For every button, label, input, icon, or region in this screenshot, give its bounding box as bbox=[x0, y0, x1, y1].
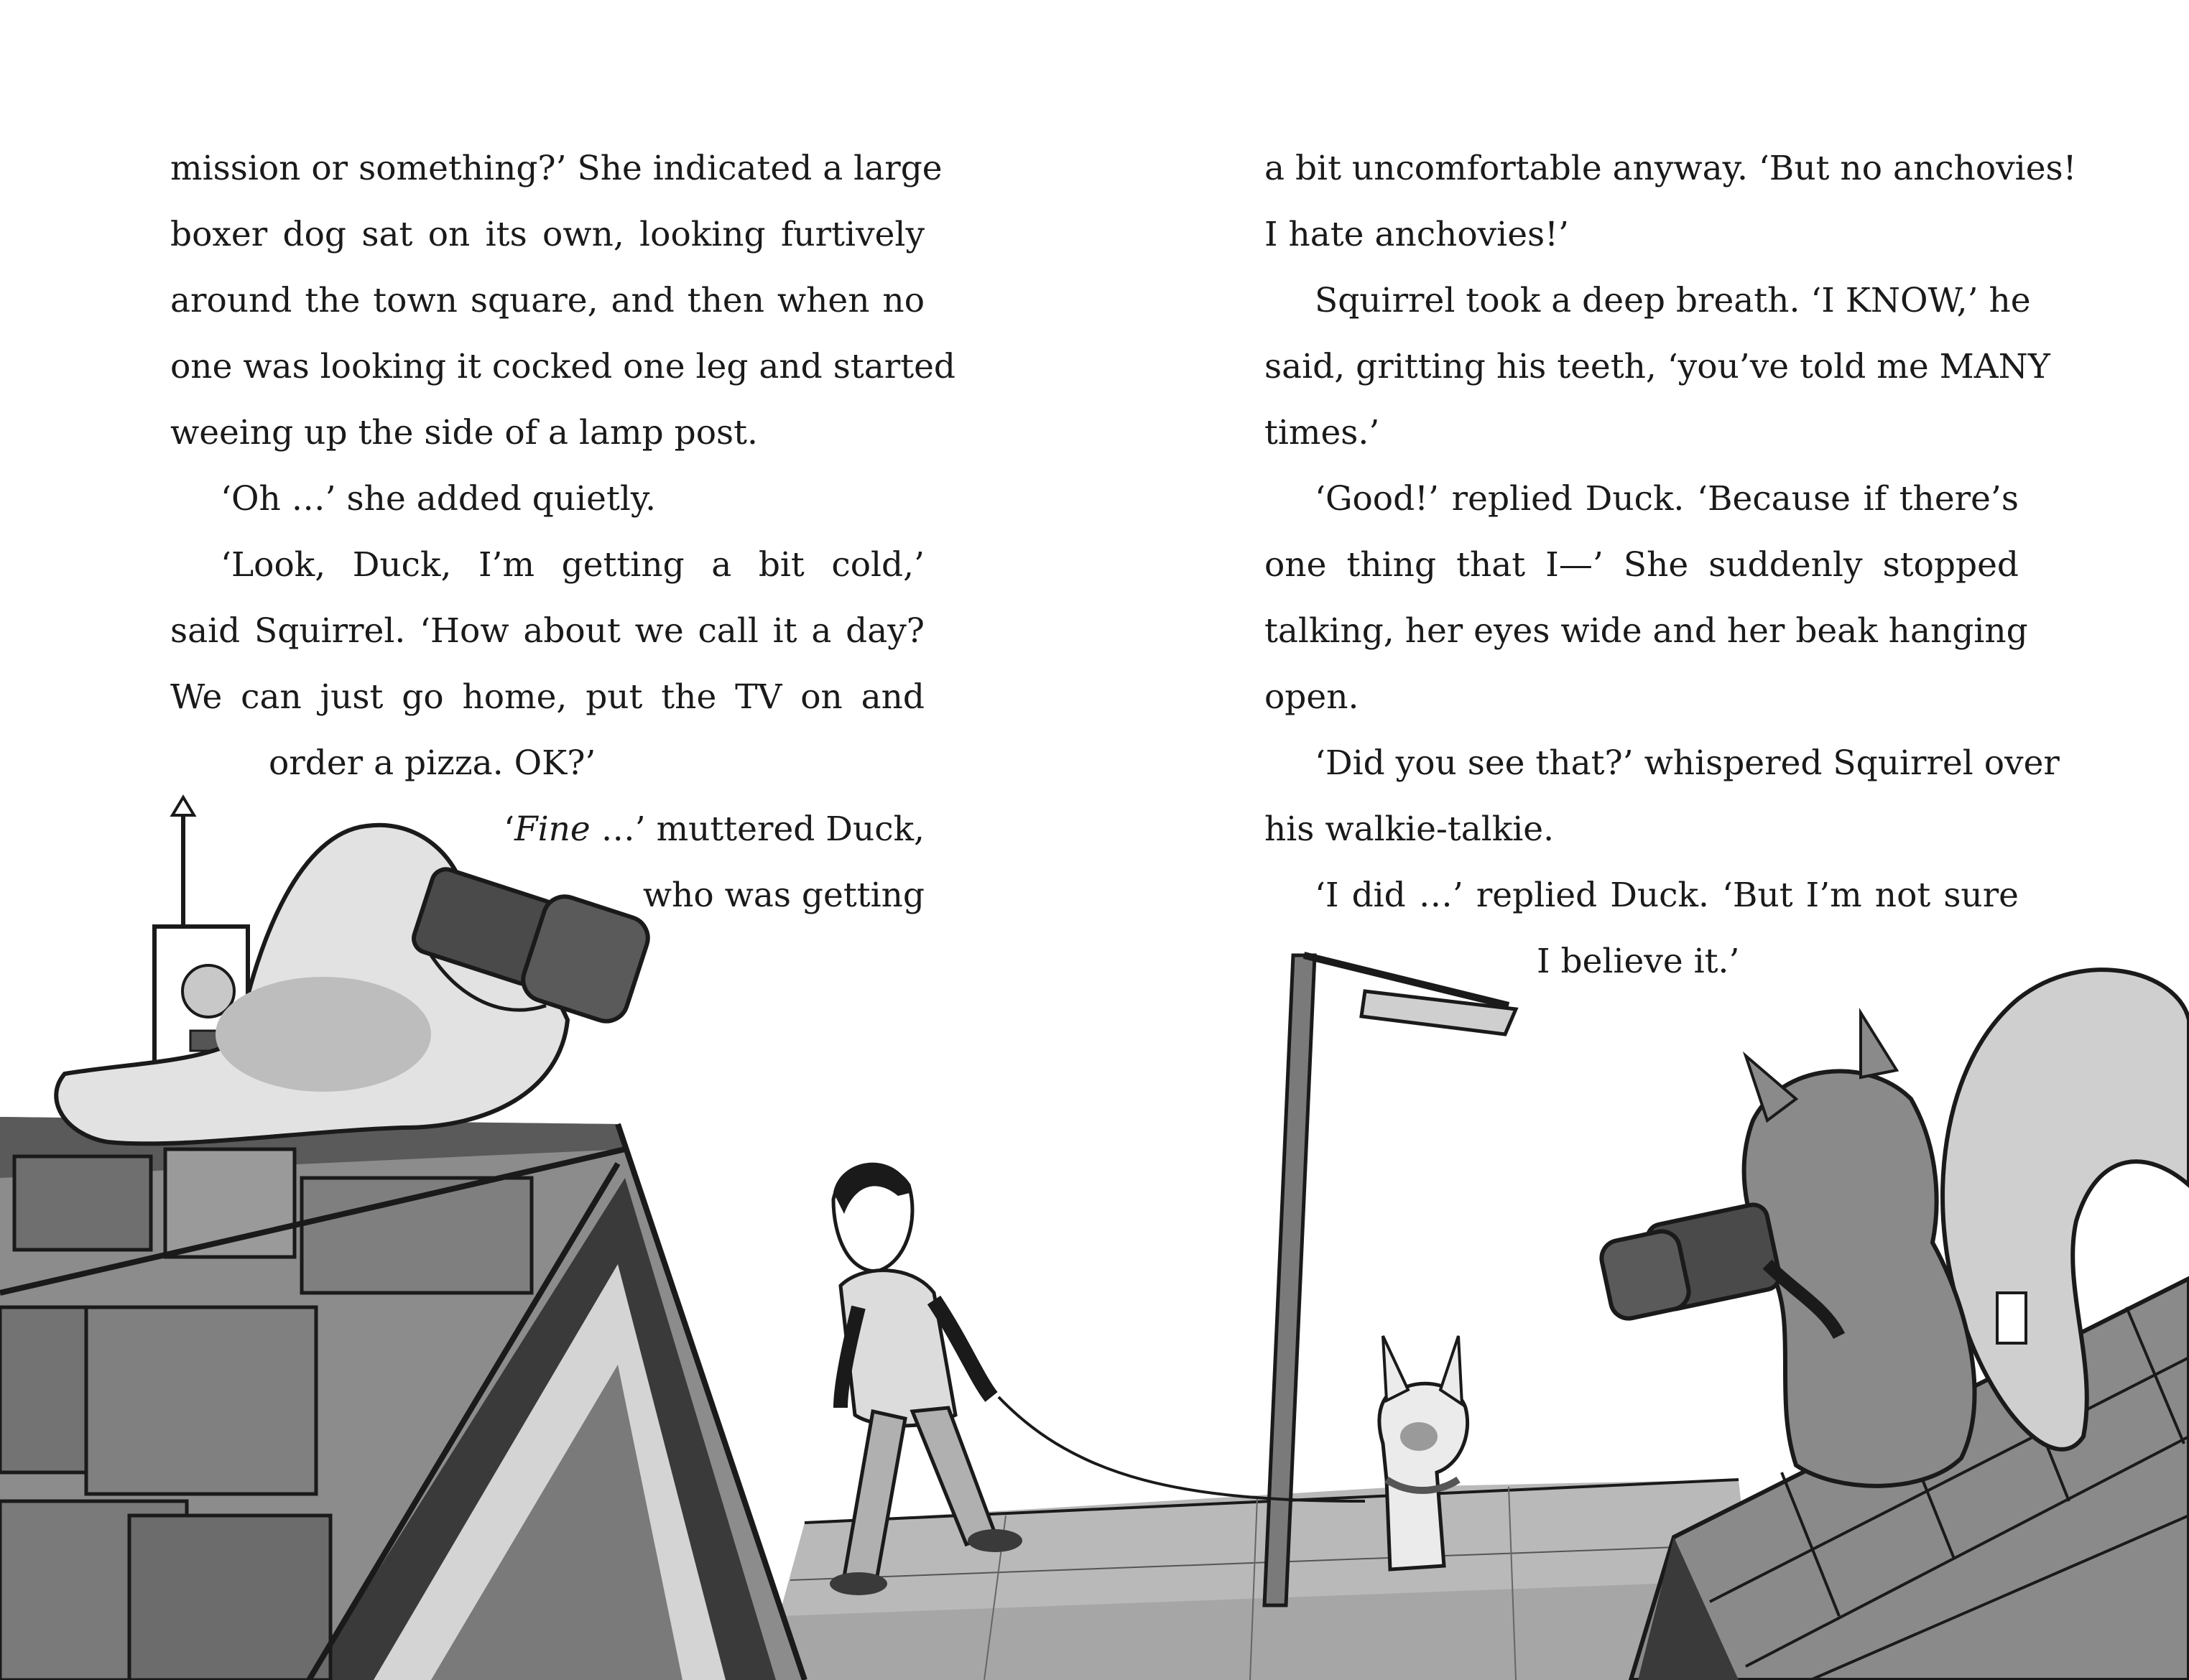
right-line-7: one thing that I—’ She suddenly stopped bbox=[1264, 545, 2019, 585]
right-line-4: said, gritting his teeth, ‘you’ve told me MANY bbox=[1264, 347, 2050, 386]
left-line-12: who was getting bbox=[642, 876, 925, 915]
right-line-10: ‘Did you see that?’ whispered Squirrel over bbox=[1315, 743, 2060, 783]
left-line-2: boxer dog sat on its own, looking furtively bbox=[170, 215, 925, 254]
left-line-4: one was looking it cocked one leg and started bbox=[170, 347, 955, 386]
left-line-3: around the town square, and then when no bbox=[170, 281, 925, 320]
right-line-5: times.’ bbox=[1264, 413, 1380, 453]
right-line-2: I hate anchovies!’ bbox=[1264, 215, 1569, 254]
right-line-11: his walkie-talkie. bbox=[1264, 809, 1555, 849]
right-line-13: I believe it.’ bbox=[1537, 942, 1740, 981]
pavement bbox=[762, 1480, 1760, 1680]
right-line-3: Squirrel took a deep breath. ‘I KNOW,’ he bbox=[1315, 281, 2031, 320]
duck-with-binoculars bbox=[56, 825, 653, 1144]
left-line-10: order a pizza. OK?’ bbox=[269, 743, 596, 783]
left-line-5: weeing up the side of a lamp post. bbox=[170, 413, 758, 453]
right-line-1: a bit uncomfortable anyway. ‘But no anchovies! bbox=[1264, 149, 2077, 188]
left-line-11-rest: …’ muttered Duck, bbox=[590, 809, 925, 849]
right-line-6: ‘Good!’ replied Duck. ‘Because if there’s bbox=[1315, 479, 2019, 519]
left-line-1: mission or something?’ She indicated a large bbox=[170, 149, 943, 188]
right-line-12: ‘I did …’ replied Duck. ‘But I’m not sure bbox=[1315, 876, 2019, 915]
right-line-9: open. bbox=[1264, 677, 1359, 717]
left-line-9: We can just go home, put the TV on and bbox=[170, 677, 925, 717]
left-line-11 bbox=[504, 809, 925, 852]
left-line-11-open-quote: ‘ bbox=[504, 809, 515, 849]
left-line-6: ‘Oh …’ she added quietly. bbox=[221, 479, 657, 519]
left-rooftop bbox=[0, 1117, 805, 1680]
left-line-8: said Squirrel. ‘How about we call it a day? bbox=[170, 611, 925, 651]
right-line-8: talking, her eyes wide and her beak hanging bbox=[1264, 611, 2028, 651]
left-line-7: ‘Look, Duck, I’m getting a bit cold,’ bbox=[221, 545, 925, 585]
left-line-11-fine: Fine bbox=[514, 809, 591, 849]
